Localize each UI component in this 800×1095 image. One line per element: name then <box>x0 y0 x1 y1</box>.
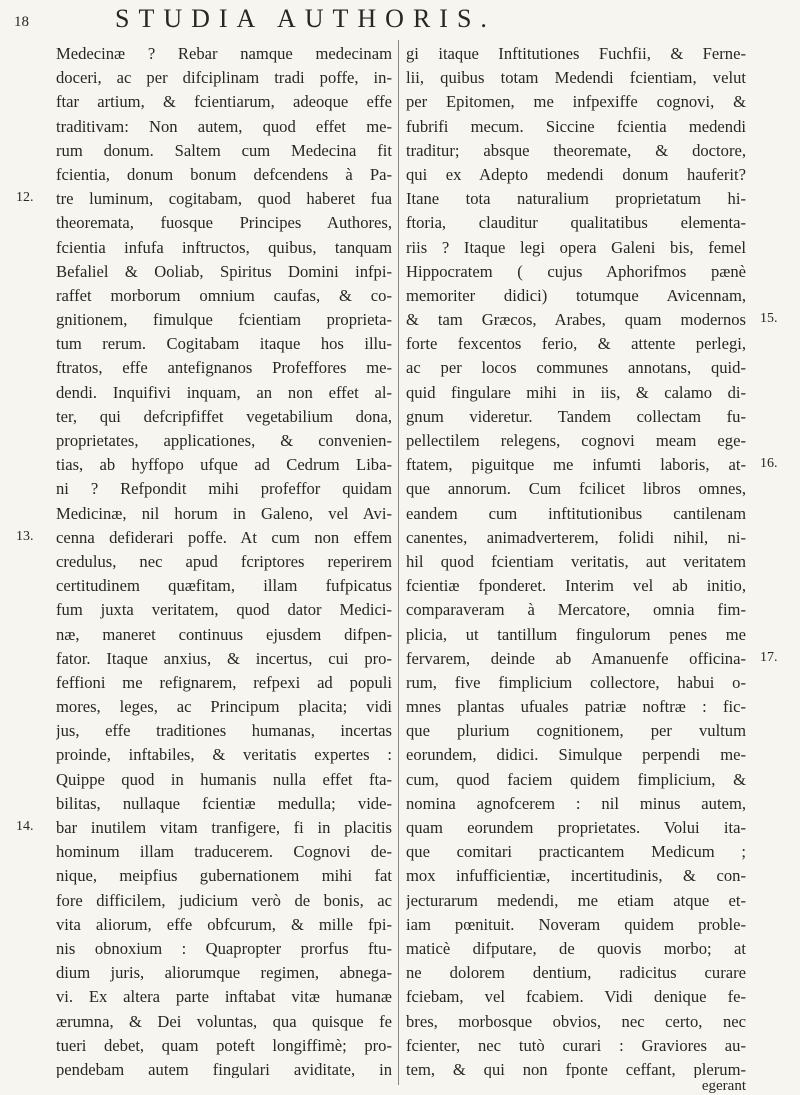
paragraph-number: 15. <box>760 311 778 327</box>
text-line: Hippocratem ( cujus Aphorifmos pænè <box>406 261 746 281</box>
text-line: credulus, nec apud fcriptores reperirem <box>56 551 392 571</box>
text-line: dendi. Inquifivi inquam, an non effet al- <box>56 382 392 402</box>
text-line: ftoria, clauditur qualitatibus elementa- <box>406 213 746 233</box>
text-line: jus, effe traditiones humanas, incertas <box>56 721 392 741</box>
paragraph-number: 16. <box>760 456 778 472</box>
text-line: nique, meipfius gubernationem mihi fat <box>56 866 392 886</box>
text-line: bar inutilem vitam tranfigere, fi in placitis <box>56 818 392 837</box>
text-line: forte fexcentos ferio, & attente perlegi, <box>406 334 746 354</box>
right-text-column <box>406 42 746 1078</box>
text-line: maticè difputare, de quovis morbo; at <box>406 938 746 958</box>
column-divider <box>398 40 399 1085</box>
text-line: rum, five fimplicium collectore, habui o- <box>406 672 746 692</box>
text-line: bres, morbosque obvios, nec certo, nec <box>406 1011 746 1031</box>
text-line: ftar artium, & fcientiarum, adeoque effe <box>56 92 392 112</box>
text-line: tum rerum. Cogitabam itaque hos illu- <box>56 334 392 354</box>
paragraph-number: 17. <box>760 650 778 665</box>
text-line: que annorum. Cum fcilicet libros omnes, <box>406 479 746 499</box>
text-line: nomina agnofcerem : nil minus autem, <box>406 793 746 813</box>
text-line: fum juxta veritatem, quod dator Medici- <box>56 600 392 620</box>
text-line: eorundem, didici. Simulque perpendi me- <box>406 745 746 765</box>
text-line: gnitionem, fimulque fcientiam proprieta- <box>56 310 392 330</box>
text-line: iam pœnituit. Noveram quidem proble- <box>406 914 746 934</box>
text-line: fcienter, nec tutò curari : Graviores au- <box>406 1035 746 1055</box>
text-line: gi itaque Inftitutiones Fuchfii, & Ferne- <box>406 44 746 63</box>
text-line: cum, quod faciem quidem fimplicium, & <box>406 769 746 789</box>
text-line: gnum videretur. Tandem collectam fu- <box>406 406 746 426</box>
text-line: vi. Ex altera parte inftabat vitæ humanæ <box>56 987 392 1007</box>
text-line: fcientiæ fponderet. Interim vel ab initio, <box>406 576 746 596</box>
paragraph-number: 14. <box>16 819 34 835</box>
text-line: Itane tota naturalium proprietatum hi- <box>406 189 746 209</box>
text-line: que plurium cognitionem, per vultum <box>406 721 746 741</box>
text-line: fervarem, deinde ab Amanuenfe officina- <box>406 648 746 668</box>
text-line: Medicinæ, nil horum in Galeno, vel Avi- <box>56 503 392 523</box>
text-line: hominum illam traducerem. Cognovi de- <box>56 842 392 862</box>
text-line: cenna defiderari poffe. At cum non effem <box>56 527 392 547</box>
text-line: mox infufficientiæ, incertitudinis, & con- <box>406 866 746 886</box>
text-line: fore difficilem, judicium verò de bonis, ac <box>56 890 392 910</box>
text-line: plicia, ut tantillum fingulorum penes me <box>406 624 746 644</box>
text-line: tueri debet, quam poteft longiffimè; pro- <box>56 1035 392 1055</box>
text-line: tre luminum, cogitabam, quod haberet fua <box>56 189 392 209</box>
text-line: raffet morborum omnium caufas, & co- <box>56 285 392 305</box>
text-line: tem, & qui non fponte ceffant, plerum- <box>406 1059 746 1078</box>
text-line: pendebam autem fingulari aviditate, in <box>56 1059 392 1078</box>
text-line: certitudinem quæfitam, illam fufpicatus <box>56 576 392 596</box>
text-line: ne dolorem dentium, radicitus curare <box>406 963 746 983</box>
text-line: comparaveram à Mercatore, omnia fim- <box>406 600 746 620</box>
text-line: eandem cum inftitutionibus cantilenam <box>406 503 746 523</box>
text-line: ac per locos communes annotans, quid- <box>406 358 746 378</box>
page-header <box>0 4 800 40</box>
text-line: theoremata, fuosque Principes Authores, <box>56 213 392 233</box>
text-line: fubrifi mecum. Siccine fcientia medendi <box>406 116 746 136</box>
running-title: STUDIA AUTHORIS. <box>115 4 496 33</box>
text-line: quam eorundem proprietates. Volui ita- <box>406 818 746 837</box>
text-line: dium juris, aliorumque regimen, abnega- <box>56 963 392 983</box>
text-line: ter, qui defcripfiffet vegetabilium dona, <box>56 406 392 426</box>
text-line: quid fingulare mihi in iis, & calamo di- <box>406 382 746 402</box>
text-line: hil quod fcientiam veritatis, aut veritatem <box>406 551 746 571</box>
text-line: lii, quibus totam Medendi fcientiam, velut <box>406 68 746 88</box>
text-line: mnes plantas ufuales patriæ noftræ : fic- <box>406 697 746 717</box>
text-line: ftratos, effe antefignanos Profeffores me- <box>56 358 392 378</box>
text-line: bilitas, nullaque fcientiæ medulla; vide- <box>56 793 392 813</box>
text-line: Quippe quod in humanis nulla effet fta- <box>56 769 392 789</box>
text-line: proinde, inftabiles, & veritatis expertes : <box>56 745 392 765</box>
text-line: traditur; absque theoremate, & doctore, <box>406 140 746 160</box>
text-line: Medecinæ ? Rebar namque medecinam <box>56 44 392 63</box>
left-text-column <box>56 42 392 1078</box>
text-line: fciebam, vel fcabiem. Vidi denique fe- <box>406 987 746 1007</box>
text-line: fcientia, donum bonum defcendens à Pa- <box>56 164 392 184</box>
text-line: doceri, ac per difciplinam tradi poffe, in- <box>56 68 392 88</box>
text-line: qui ex Adepto medendi donum hauferit? <box>406 164 746 184</box>
text-line: pellectilem relegens, cognovi meam ege- <box>406 431 746 450</box>
text-line: nis obnoxium : Quapropter prorfus ftu- <box>56 938 392 958</box>
text-line: & tam Græcos, Arabes, quam modernos <box>406 310 746 330</box>
text-line: ni ? Refpondit mihi profeffor quidam <box>56 479 392 499</box>
text-line: vita aliorum, effe obfcurum, & mille fpi- <box>56 914 392 934</box>
text-line: rum donum. Saltem cum Medecina fit <box>56 140 392 160</box>
text-line: mores, leges, ac Principum placita; vidi <box>56 697 392 717</box>
text-line: proprietates, applicationes, & convenien- <box>56 431 392 450</box>
catchword: egerant <box>701 1078 746 1094</box>
text-line: traditivam: Non autem, quod effet me- <box>56 116 392 136</box>
text-line: que comitari practicantem Medicum ; <box>406 842 746 862</box>
text-line: ftatem, piguitque me infumti laboris, at- <box>406 455 746 475</box>
page-number: 18 <box>14 14 29 30</box>
text-line: per Epitomen, me infpexiffe cognovi, & <box>406 92 746 112</box>
text-line: canentes, animadverterem, folidi nihil, ni- <box>406 527 746 547</box>
paragraph-number: 12. <box>16 190 34 206</box>
text-line: ærumna, & Dei voluntas, qua quisque fe <box>56 1011 392 1031</box>
text-line: riis ? Itaque legi opera Galeni bis, femel <box>406 237 746 257</box>
text-line: jecturarum medendi, me etiam atque et- <box>406 890 746 910</box>
text-line: fator. Itaque anxius, & incertus, cui pro- <box>56 648 392 668</box>
text-line: Befaliel & Ooliab, Spiritus Domini infpi- <box>56 261 392 281</box>
text-line: memoriter didici) totumque Avicennam, <box>406 285 746 305</box>
text-line: fcientia infufa inftructos, quibus, tanquam <box>56 237 392 257</box>
text-line: næ, maneret continuus ejusdem difpen- <box>56 624 392 644</box>
text-line: tias, ab hyffopo ufque ad Cedrum Liba- <box>56 455 392 475</box>
text-line: feffioni me refignarem, refpexi ad populi <box>56 672 392 692</box>
paragraph-number: 13. <box>16 529 34 544</box>
